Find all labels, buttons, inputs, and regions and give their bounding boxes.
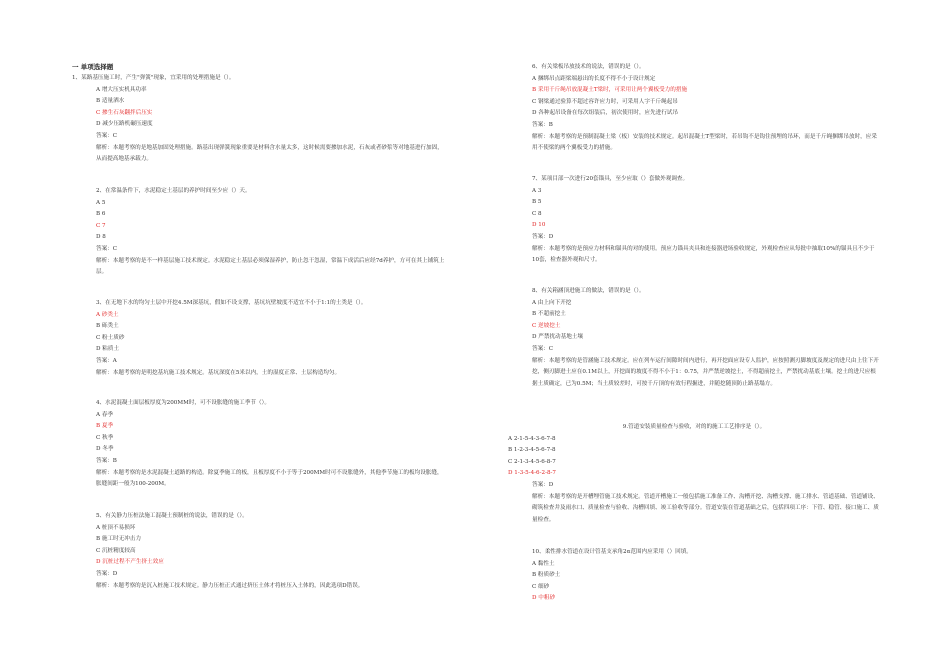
option-b: B 不超前挖土 bbox=[532, 311, 566, 318]
option-c-correct: C 7 bbox=[96, 222, 106, 229]
analysis: 解析：本题考察的是水泥混凝土道路的构造。除夏季施工的板，且板厚度不小于等于200MM时可不设胀缝外，其他季节施工的板均设胀缝，胀缝间距一般为100-200M。 bbox=[96, 469, 443, 488]
question-stem: 3、在无地下水的均匀土层中开挖4.5M深基坑，假如不设支撑，基坑坑壁坡度不适宜不小于1:1的土类是（）。 bbox=[96, 300, 367, 306]
answer: 答案：C bbox=[96, 245, 118, 252]
answer: 答案：D bbox=[96, 570, 118, 577]
option-a: A 捆绑吊点距梁端悬出的长度不得不小于设计规定 bbox=[532, 75, 656, 82]
question-10 bbox=[508, 547, 880, 605]
answer: 答案：C bbox=[96, 132, 118, 139]
option-c: C 细砂 bbox=[532, 583, 550, 590]
option-b: B 适量洒水 bbox=[96, 98, 125, 105]
analysis: 解析：本题考察的是地基加固处理措施。路基出现弹簧现象重要是材料含水量太多，这时候需要掺加水泥，石灰或者砂浆等对地基进行加固，从而提高地基承载力。 bbox=[96, 144, 443, 163]
analysis: 解析：本题考察的是管涵施工技术规定。应在列车运行间隙时间内进行，再开挖面应设专人监护，应按照测刃脚坡度及规定的进尺由上往下开挖，侧刃脚进土应在0.1M以上，开挖面的坡度不得不小于1：0.75，并严禁逆坡挖土，不得超前挖土，严禁扰动基底土壤。挖土的进尺应根据土质确定，已为0.5M；当土质较差时，可按千斤顶的有效行程掘进，并随挖随顶防止路基塌方。 bbox=[532, 357, 879, 387]
option-b-correct: B 夏季 bbox=[96, 423, 114, 430]
option-c: C 沉桩精度较高 bbox=[96, 547, 136, 554]
analysis: 解析：本题考察的是预应力材料和锚具的对的使用。预应力锚具夹具和连接器进场验收规定，外观检查应从每批中抽取10%的锚具且不少于10套，检查器外观和尺寸。 bbox=[532, 245, 875, 264]
option-a: A 黏性土 bbox=[532, 560, 555, 567]
question-stem: 10、柔性排水管道在设计管基支承角2α范围内应采用（）回填。 bbox=[532, 549, 692, 555]
option-a: A 由上向下开挖 bbox=[532, 299, 572, 306]
analysis: 解析：本题考察的是不一样基层施工技术规定。水泥稳定土基层必须保湿养护，防止忽干忽湿，常温下成活后应经7d养护，方可在其上铺筑上层。 bbox=[96, 257, 445, 276]
option-c: C 2-1-3-4-5-6-8-7 bbox=[508, 458, 556, 465]
option-a: A 春季 bbox=[96, 411, 114, 418]
option-d: D 减少压路机碾压速度 bbox=[96, 121, 153, 128]
option-c: C 秋季 bbox=[96, 434, 114, 441]
analysis: 解析：本题考察的是沉入桩施工技术规定。静力压桩正式通过挤压土体才将桩压入土体的，因此选项D错误。 bbox=[96, 582, 364, 589]
option-c: C 8 bbox=[532, 210, 542, 217]
question-9 bbox=[508, 422, 880, 526]
option-b: B 粉质砂土 bbox=[532, 572, 561, 579]
option-b: B 5 bbox=[532, 199, 542, 206]
question-stem: 5、有关静力压桩法施工混凝土预制桩的说法，错误的是（）。 bbox=[96, 513, 248, 519]
question-stem: 6、有关梁板吊放技术的说法，错误的是（）。 bbox=[532, 64, 645, 70]
option-b: B 砾类土 bbox=[96, 323, 119, 330]
option-d-correct: D 10 bbox=[532, 222, 546, 229]
question-stem: 9.管道安装质量检查与验收，对的的施工工艺排序是（）。 bbox=[622, 424, 766, 430]
option-d-correct: D 1-3-5-4-6-2-8-7 bbox=[508, 470, 556, 477]
question-3 bbox=[72, 298, 447, 379]
question-2 bbox=[72, 186, 447, 279]
option-a: A 5 bbox=[96, 199, 106, 206]
answer: 答案：D bbox=[532, 233, 554, 240]
question-stem: 2、在常温条件下，水泥稳定土基层的养护时间至少应（）天。 bbox=[96, 188, 251, 194]
question-4 bbox=[72, 398, 447, 491]
option-a-correct: A 砂类土 bbox=[96, 311, 119, 318]
question-1 bbox=[72, 73, 447, 166]
option-b-correct: B 采用千斤绳吊放混凝土T梁时，可采用让两个翼板受力的措施 bbox=[532, 87, 688, 94]
question-stem: 4、水泥混凝土面层板厚度为200MM时，可不设胀缝的施工季节（）。 bbox=[96, 400, 270, 406]
question-7 bbox=[508, 174, 880, 267]
analysis: 解析：本题考察的是明挖基坑施工技术规定。基坑深度在5米以内，土的湿度正常、土层构造均匀。 bbox=[96, 369, 341, 376]
analysis: 解析：本题考察的是预制混凝土梁（板）安装的技术规定。起吊混凝土T型梁时，若吊钩不是钩住预埋的吊环，而是千斤绳捆绑吊放时，应采用不使梁的两个翼板受力的措施。 bbox=[532, 133, 877, 152]
option-c: C 粉土质砂 bbox=[96, 334, 125, 341]
answer: 答案：D bbox=[532, 481, 554, 488]
option-d-correct: D 中粗砂 bbox=[532, 595, 556, 602]
analysis: 解析：本题考察的是开槽埋管施工技术规定。管道开槽施工一般包括施工准备工作、沟槽开挖、沟槽支撑、施工排水、管道基础、管道铺设、砌筑检查井及雨水口、质量检查与验收、沟槽回填、竣工验收等部分。管道安装在管道基础之后，包括四项工序：下管、稳管、接口施工、质量检查。 bbox=[532, 493, 879, 523]
option-c-correct: C 逆坡挖土 bbox=[532, 322, 561, 329]
question-stem: 1、某路基压施工时，产生"弹簧"现象，宜采用的处理措施是（）。 bbox=[72, 75, 235, 81]
option-a: A 桩顶不易损坏 bbox=[96, 524, 136, 531]
section-title: 一 单项选择题 bbox=[72, 63, 114, 71]
question-5 bbox=[72, 511, 447, 592]
option-b: B 1-2-3-4-5-6-7-8 bbox=[508, 447, 556, 454]
question-6 bbox=[508, 62, 880, 155]
question-stem: 8、有关箱涵顶进施工的做法，错误的是（）。 bbox=[532, 288, 645, 294]
answer: 答案：A bbox=[96, 357, 117, 364]
answer: 答案：B bbox=[532, 121, 553, 128]
question-stem: 7、某项目部一次进行20套锚具，至少应取（）套做外观调查。 bbox=[532, 176, 689, 182]
option-b: B 6 bbox=[96, 211, 106, 218]
option-d: D 粘质土 bbox=[96, 346, 120, 353]
option-a: A 2-1-5-4-3-6-7-8 bbox=[508, 435, 556, 442]
option-d: D 8 bbox=[96, 234, 106, 241]
answer: 答案：B bbox=[96, 457, 117, 464]
answer: 答案：C bbox=[532, 345, 554, 352]
option-d-correct: D 沉桩过程不产生挤土效应 bbox=[96, 559, 164, 566]
option-d: D 严禁扰动基地土壤 bbox=[532, 334, 584, 341]
option-d: D 冬季 bbox=[96, 446, 114, 453]
option-c-correct: C 掺生石灰翻拌后压实 bbox=[96, 109, 153, 116]
option-a: A 增大压实机具功率 bbox=[96, 86, 147, 93]
option-c: C 钢梁通过验算不超过容许应力时，可采用人字千斤绳起吊 bbox=[532, 98, 678, 105]
question-8 bbox=[508, 286, 880, 390]
option-a: A 3 bbox=[532, 187, 542, 194]
option-d: D 各种起吊设备在每次组装后，初次使用时，应先进行试吊 bbox=[532, 110, 679, 117]
option-b: B 施工时无冲击力 bbox=[96, 536, 142, 543]
